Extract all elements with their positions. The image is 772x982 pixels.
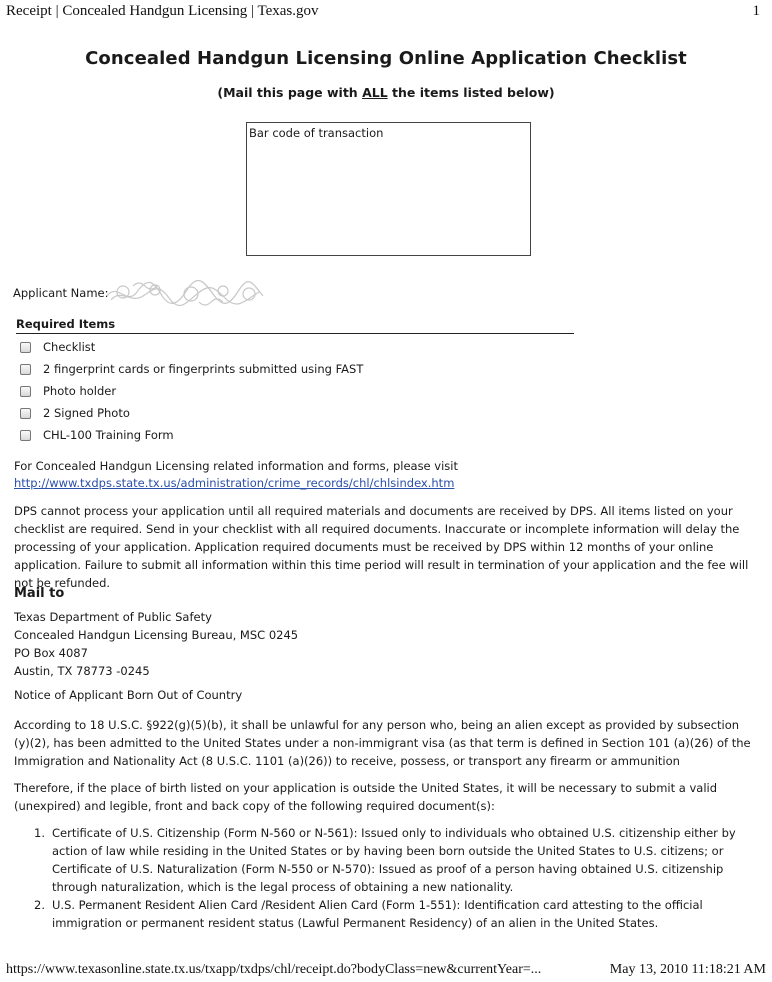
document-description: U.S. Permanent Resident Alien Card /Resident Alien Card (Form 1-551): Identification card attesting to the official immigration or permanent resident status (Lawful Permanent Residency) of an alien in the United States. (52, 898, 703, 930)
required-items-list (20, 336, 363, 446)
required-items-heading: Required Items (16, 317, 574, 334)
list-item (20, 424, 363, 446)
notice-heading: Notice of Applicant Born Out of Country (14, 688, 243, 702)
checkbox[interactable] (20, 342, 31, 353)
list-item-body (52, 896, 760, 932)
info-block (14, 458, 458, 492)
required-item-label: Checklist (43, 340, 96, 354)
address-line: Texas Department of Public Safety (14, 610, 212, 624)
subtitle-tail: the items listed below) (387, 85, 555, 100)
checkbox[interactable] (20, 386, 31, 397)
subtitle-emphasis: ALL (362, 85, 388, 100)
checkbox[interactable] (20, 408, 31, 419)
required-item-label: Photo holder (43, 384, 117, 398)
required-item-label: 2 Signed Photo (43, 406, 130, 420)
dps-paragraph: DPS cannot process your application until all required materials and documents are received by DPS. All items listed on your checklist are required. Send in your checklist with all required documents. Inaccurate or incomplete information will delay the processing of your application. Application required documents must be received by DPS within 12 months of your online application. Failure to submit all information within this time period will result in termination of your application and the fee will not be refunded. (14, 504, 749, 590)
browser-print-header (6, 3, 766, 20)
required-item-label: 2 fingerprint cards or fingerprints submitted using FAST (43, 362, 364, 376)
therefore-paragraph: Therefore, if the place of birth listed on your application is outside the United States, it will be necessary to submit a valid (unexpired) and legible, front and back copy of the following required document(s): (14, 781, 718, 813)
page-url: https://www.texasonline.state.tx.us/txapp/txdps/chl/receipt.do?bodyClass=new&currentYear=... (6, 962, 542, 977)
required-documents-list (34, 824, 760, 932)
page-number: 1 (752, 3, 760, 19)
list-item-body (52, 824, 760, 896)
list-item (20, 336, 363, 358)
required-item-label: CHL-100 Training Form (43, 428, 174, 442)
redacted-name-scribble (103, 276, 267, 310)
list-item (34, 824, 760, 896)
subtitle-lead: (Mail this page with (217, 85, 363, 100)
barcode-box (246, 122, 531, 256)
applicant-name-label: Applicant Name: (13, 286, 109, 300)
checkbox[interactable] (20, 364, 31, 375)
list-item (20, 380, 363, 402)
address-line: Concealed Handgun Licensing Bureau, MSC 0245 (14, 628, 299, 642)
usc-paragraph: According to 18 U.S.C. §922(g)(5)(b), it shall be unlawful for any person who, being an alien except as provided by subsection (y)(2), has been admitted to the United States under a non-immigrant visa (as that term is defined in Section 101 (a)(26) of the Immigration and Nationality Act (8 U.S.C. 1101 (a)(26)) to receive, possess, or transport any firearm or ammunition (14, 718, 751, 768)
document-title: Concealed Handgun Licensing Online Application Checklist (85, 48, 687, 69)
info-link[interactable]: http://www.txdps.state.tx.us/administration/crime_records/chl/chlsindex.htm (14, 476, 455, 490)
list-item (20, 402, 363, 424)
mailing-address (14, 608, 298, 680)
print-timestamp: May 13, 2010 11:18:21 AM (609, 962, 766, 977)
browser-print-footer (6, 962, 766, 978)
barcode-label: Bar code of transaction (249, 126, 384, 140)
list-number: 1. (34, 826, 45, 840)
checkbox[interactable] (20, 430, 31, 441)
address-line: Austin, TX 78773 -0245 (14, 664, 150, 678)
document-subtitle (0, 85, 772, 100)
list-number: 2. (34, 898, 45, 912)
page-tab-title: Receipt | Concealed Handgun Licensing | Texas.gov (6, 3, 319, 19)
list-item (20, 358, 363, 380)
document-description: Certificate of U.S. Citizenship (Form N-560 or N-561): Issued only to individuals who obtained U.S. citizenship either by action of law while residing in the United States or by having been born outside the United States to U.S. citizens; or (52, 826, 736, 858)
address-line: PO Box 4087 (14, 646, 88, 660)
list-item (34, 896, 760, 932)
mail-to-heading: Mail to (14, 586, 65, 601)
document-description: Certificate of U.S. Naturalization (Form N-550 or N-570): Issued as proof of a person having obtained U.S. citizenship through naturalization, which is the legal process of obtaining a new nationality. (52, 862, 724, 894)
info-text: For Concealed Handgun Licensing related information and forms, please visit (14, 459, 458, 473)
